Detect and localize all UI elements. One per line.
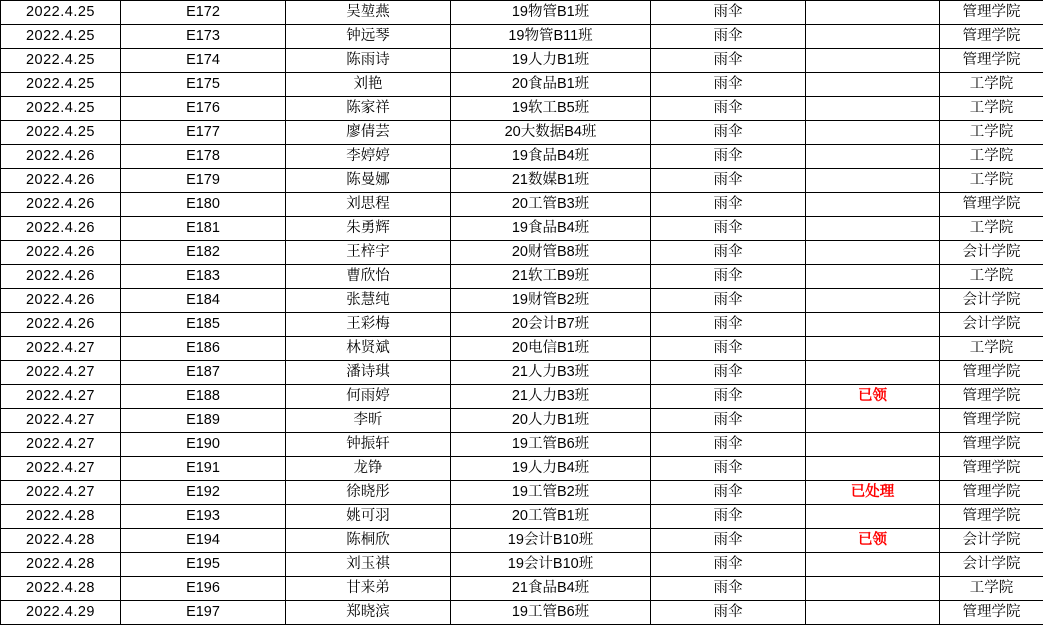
cell-name[interactable]: 陈雨诗 bbox=[286, 49, 451, 73]
cell-item[interactable]: 雨伞 bbox=[651, 1, 806, 25]
cell-class[interactable]: 20大数据B4班 bbox=[451, 121, 651, 145]
cell-item[interactable]: 雨伞 bbox=[651, 49, 806, 73]
table-row[interactable] bbox=[1, 553, 1043, 577]
cell-name[interactable]: 曹欣怡 bbox=[286, 265, 451, 289]
cell-date[interactable]: 2022.4.25 bbox=[1, 25, 121, 49]
cell-name[interactable]: 林贤斌 bbox=[286, 337, 451, 361]
cell-name[interactable]: 何雨婷 bbox=[286, 385, 451, 409]
cell-item[interactable]: 雨伞 bbox=[651, 577, 806, 601]
table-row[interactable] bbox=[1, 73, 1043, 97]
cell-code[interactable]: E188 bbox=[121, 385, 286, 409]
cell-college[interactable]: 管理学院 bbox=[940, 481, 1043, 505]
cell-code[interactable]: E176 bbox=[121, 97, 286, 121]
cell-name[interactable]: 廖倩芸 bbox=[286, 121, 451, 145]
cell-status[interactable] bbox=[806, 505, 940, 529]
cell-date[interactable]: 2022.4.27 bbox=[1, 457, 121, 481]
cell-class[interactable]: 19财管B2班 bbox=[451, 289, 651, 313]
cell-status[interactable] bbox=[806, 97, 940, 121]
cell-name[interactable]: 甘来弟 bbox=[286, 577, 451, 601]
cell-code[interactable]: E179 bbox=[121, 169, 286, 193]
cell-code[interactable]: E181 bbox=[121, 217, 286, 241]
table-row[interactable] bbox=[1, 337, 1043, 361]
cell-college[interactable]: 工学院 bbox=[940, 577, 1043, 601]
cell-code[interactable]: E185 bbox=[121, 313, 286, 337]
cell-date[interactable]: 2022.4.26 bbox=[1, 145, 121, 169]
cell-class[interactable]: 19会计B10班 bbox=[451, 529, 651, 553]
cell-date[interactable]: 2022.4.26 bbox=[1, 217, 121, 241]
table-row[interactable] bbox=[1, 1, 1043, 25]
table-row[interactable] bbox=[1, 265, 1043, 289]
table-row[interactable] bbox=[1, 433, 1043, 457]
cell-name[interactable]: 钟远琴 bbox=[286, 25, 451, 49]
cell-item[interactable]: 雨伞 bbox=[651, 193, 806, 217]
cell-college[interactable]: 管理学院 bbox=[940, 361, 1043, 385]
cell-code[interactable]: E175 bbox=[121, 73, 286, 97]
cell-item[interactable]: 雨伞 bbox=[651, 73, 806, 97]
cell-class[interactable]: 21人力B3班 bbox=[451, 385, 651, 409]
cell-item[interactable]: 雨伞 bbox=[651, 529, 806, 553]
table-row[interactable] bbox=[1, 601, 1043, 625]
cell-item[interactable]: 雨伞 bbox=[651, 481, 806, 505]
cell-item[interactable]: 雨伞 bbox=[651, 457, 806, 481]
cell-class[interactable]: 19会计B10班 bbox=[451, 553, 651, 577]
cell-date[interactable]: 2022.4.25 bbox=[1, 1, 121, 25]
cell-name[interactable]: 陈家祥 bbox=[286, 97, 451, 121]
cell-date[interactable]: 2022.4.27 bbox=[1, 409, 121, 433]
cell-date[interactable]: 2022.4.27 bbox=[1, 481, 121, 505]
cell-college[interactable]: 工学院 bbox=[940, 97, 1043, 121]
cell-status[interactable] bbox=[806, 145, 940, 169]
cell-date[interactable]: 2022.4.28 bbox=[1, 529, 121, 553]
cell-name[interactable]: 李昕 bbox=[286, 409, 451, 433]
cell-college[interactable]: 管理学院 bbox=[940, 457, 1043, 481]
cell-status[interactable] bbox=[806, 49, 940, 73]
cell-date[interactable]: 2022.4.29 bbox=[1, 601, 121, 625]
cell-college[interactable]: 管理学院 bbox=[940, 25, 1043, 49]
cell-status[interactable] bbox=[806, 169, 940, 193]
cell-code[interactable]: E194 bbox=[121, 529, 286, 553]
table-row[interactable] bbox=[1, 481, 1043, 505]
cell-date[interactable]: 2022.4.28 bbox=[1, 553, 121, 577]
cell-item[interactable]: 雨伞 bbox=[651, 241, 806, 265]
cell-item[interactable]: 雨伞 bbox=[651, 121, 806, 145]
cell-college[interactable]: 工学院 bbox=[940, 337, 1043, 361]
cell-status[interactable] bbox=[806, 25, 940, 49]
cell-name[interactable]: 姚可羽 bbox=[286, 505, 451, 529]
cell-item[interactable]: 雨伞 bbox=[651, 313, 806, 337]
column-divider-4 bbox=[650, 613, 651, 625]
cell-status[interactable] bbox=[806, 577, 940, 601]
cell-item[interactable]: 雨伞 bbox=[651, 409, 806, 433]
cell-status[interactable]: 已处理 bbox=[806, 481, 940, 505]
cell-name[interactable]: 李婷婷 bbox=[286, 145, 451, 169]
table-row[interactable] bbox=[1, 145, 1043, 169]
cell-name[interactable]: 刘思程 bbox=[286, 193, 451, 217]
cell-college[interactable]: 管理学院 bbox=[940, 1, 1043, 25]
cell-code[interactable]: E174 bbox=[121, 49, 286, 73]
cell-name[interactable]: 刘玉祺 bbox=[286, 553, 451, 577]
cell-status[interactable] bbox=[806, 121, 940, 145]
cell-college[interactable]: 管理学院 bbox=[940, 385, 1043, 409]
cell-class[interactable]: 21人力B3班 bbox=[451, 361, 651, 385]
cell-date[interactable]: 2022.4.25 bbox=[1, 49, 121, 73]
cell-code[interactable]: E173 bbox=[121, 25, 286, 49]
cell-code[interactable]: E189 bbox=[121, 409, 286, 433]
cell-status[interactable] bbox=[806, 193, 940, 217]
cell-college[interactable]: 管理学院 bbox=[940, 433, 1043, 457]
cell-code[interactable]: E184 bbox=[121, 289, 286, 313]
table-row[interactable] bbox=[1, 385, 1043, 409]
cell-item[interactable]: 雨伞 bbox=[651, 385, 806, 409]
cell-name[interactable]: 徐晓彤 bbox=[286, 481, 451, 505]
cell-code[interactable]: E192 bbox=[121, 481, 286, 505]
table-row[interactable] bbox=[1, 505, 1043, 529]
cell-class[interactable]: 21数媒B1班 bbox=[451, 169, 651, 193]
cell-college[interactable]: 会计学院 bbox=[940, 289, 1043, 313]
cell-item[interactable]: 雨伞 bbox=[651, 145, 806, 169]
cell-code[interactable]: E172 bbox=[121, 1, 286, 25]
cell-code[interactable]: E196 bbox=[121, 577, 286, 601]
cell-date[interactable]: 2022.4.25 bbox=[1, 73, 121, 97]
cell-class[interactable]: 20食品B1班 bbox=[451, 73, 651, 97]
cell-code[interactable]: E187 bbox=[121, 361, 286, 385]
cell-status[interactable] bbox=[806, 73, 940, 97]
cell-name[interactable]: 陈桐欣 bbox=[286, 529, 451, 553]
column-divider-6 bbox=[939, 613, 940, 625]
table-row[interactable] bbox=[1, 217, 1043, 241]
cell-name[interactable]: 张慧纯 bbox=[286, 289, 451, 313]
cell-status[interactable] bbox=[806, 457, 940, 481]
cell-item[interactable]: 雨伞 bbox=[651, 217, 806, 241]
cell-class[interactable]: 20工管B3班 bbox=[451, 193, 651, 217]
cell-status[interactable] bbox=[806, 1, 940, 25]
cell-status[interactable]: 已领 bbox=[806, 529, 940, 553]
cell-date[interactable]: 2022.4.25 bbox=[1, 97, 121, 121]
cell-status[interactable] bbox=[806, 241, 940, 265]
cell-item[interactable]: 雨伞 bbox=[651, 25, 806, 49]
table-row[interactable] bbox=[1, 169, 1043, 193]
cell-class[interactable]: 19食品B4班 bbox=[451, 145, 651, 169]
cell-code[interactable]: E183 bbox=[121, 265, 286, 289]
cell-college[interactable]: 工学院 bbox=[940, 73, 1043, 97]
column-divider-5 bbox=[805, 613, 806, 625]
cell-code[interactable]: E186 bbox=[121, 337, 286, 361]
table-row[interactable] bbox=[1, 577, 1043, 601]
cell-date[interactable]: 2022.4.28 bbox=[1, 505, 121, 529]
table-row[interactable] bbox=[1, 409, 1043, 433]
cell-college[interactable]: 会计学院 bbox=[940, 241, 1043, 265]
cell-name[interactable]: 钟振轩 bbox=[286, 433, 451, 457]
table-row[interactable] bbox=[1, 289, 1043, 313]
cell-code[interactable]: E195 bbox=[121, 553, 286, 577]
cell-college[interactable]: 管理学院 bbox=[940, 505, 1043, 529]
cell-date[interactable]: 2022.4.26 bbox=[1, 313, 121, 337]
table-row[interactable] bbox=[1, 313, 1043, 337]
cell-class[interactable]: 20财管B8班 bbox=[451, 241, 651, 265]
cell-name[interactable]: 吴堃燕 bbox=[286, 1, 451, 25]
cell-status[interactable] bbox=[806, 433, 940, 457]
cell-status[interactable] bbox=[806, 361, 940, 385]
cell-code[interactable]: E180 bbox=[121, 193, 286, 217]
cell-class[interactable]: 21软工B9班 bbox=[451, 265, 651, 289]
cell-college[interactable]: 工学院 bbox=[940, 169, 1043, 193]
cell-date[interactable]: 2022.4.27 bbox=[1, 385, 121, 409]
cell-item[interactable]: 雨伞 bbox=[651, 601, 806, 625]
cell-item[interactable]: 雨伞 bbox=[651, 553, 806, 577]
cell-class[interactable]: 19工管B6班 bbox=[451, 433, 651, 457]
cell-item[interactable]: 雨伞 bbox=[651, 433, 806, 457]
cell-item[interactable]: 雨伞 bbox=[651, 169, 806, 193]
cell-college[interactable]: 管理学院 bbox=[940, 601, 1043, 625]
cell-class[interactable]: 19工管B6班 bbox=[451, 601, 651, 625]
column-divider-3 bbox=[450, 613, 451, 625]
cell-college[interactable]: 工学院 bbox=[940, 265, 1043, 289]
cell-item[interactable]: 雨伞 bbox=[651, 265, 806, 289]
cell-item[interactable]: 雨伞 bbox=[651, 505, 806, 529]
cell-class[interactable]: 20人力B1班 bbox=[451, 409, 651, 433]
cell-date[interactable]: 2022.4.26 bbox=[1, 265, 121, 289]
cell-date[interactable]: 2022.4.27 bbox=[1, 337, 121, 361]
cell-item[interactable]: 雨伞 bbox=[651, 97, 806, 121]
column-divider-2 bbox=[285, 613, 286, 625]
table-row[interactable] bbox=[1, 361, 1043, 385]
cell-code[interactable]: E197 bbox=[121, 601, 286, 625]
table-row[interactable] bbox=[1, 49, 1043, 73]
cell-status[interactable] bbox=[806, 265, 940, 289]
cell-college[interactable]: 管理学院 bbox=[940, 409, 1043, 433]
cell-college[interactable]: 工学院 bbox=[940, 121, 1043, 145]
cell-class[interactable]: 19食品B4班 bbox=[451, 217, 651, 241]
column-divider-1 bbox=[120, 613, 121, 625]
cell-status[interactable] bbox=[806, 289, 940, 313]
cell-college[interactable]: 会计学院 bbox=[940, 529, 1043, 553]
cell-name[interactable]: 朱勇辉 bbox=[286, 217, 451, 241]
cell-code[interactable]: E178 bbox=[121, 145, 286, 169]
cell-code[interactable]: E182 bbox=[121, 241, 286, 265]
cell-status[interactable] bbox=[806, 313, 940, 337]
cell-item[interactable]: 雨伞 bbox=[651, 337, 806, 361]
cell-status[interactable] bbox=[806, 337, 940, 361]
cell-name[interactable]: 龙铮 bbox=[286, 457, 451, 481]
table-row[interactable] bbox=[1, 457, 1043, 481]
cell-college[interactable]: 管理学院 bbox=[940, 193, 1043, 217]
cell-class[interactable]: 19工管B2班 bbox=[451, 481, 651, 505]
cell-code[interactable]: E177 bbox=[121, 121, 286, 145]
cell-class[interactable]: 19人力B4班 bbox=[451, 457, 651, 481]
cell-status[interactable]: 已领 bbox=[806, 385, 940, 409]
table-row[interactable] bbox=[1, 241, 1043, 265]
cell-class[interactable]: 19人力B1班 bbox=[451, 49, 651, 73]
cell-date[interactable]: 2022.4.27 bbox=[1, 433, 121, 457]
cell-college[interactable]: 管理学院 bbox=[940, 49, 1043, 73]
cell-name[interactable]: 郑晓滨 bbox=[286, 601, 451, 625]
cell-college[interactable]: 会计学院 bbox=[940, 553, 1043, 577]
cell-status[interactable] bbox=[806, 553, 940, 577]
table-row[interactable] bbox=[1, 193, 1043, 217]
cell-code[interactable]: E193 bbox=[121, 505, 286, 529]
cell-college[interactable]: 会计学院 bbox=[940, 313, 1043, 337]
cell-class[interactable]: 20工管B1班 bbox=[451, 505, 651, 529]
cell-class[interactable]: 19物管B11班 bbox=[451, 25, 651, 49]
cell-date[interactable]: 2022.4.27 bbox=[1, 361, 121, 385]
cell-name[interactable]: 王彩梅 bbox=[286, 313, 451, 337]
cell-status[interactable] bbox=[806, 217, 940, 241]
cell-class[interactable]: 21食品B4班 bbox=[451, 577, 651, 601]
cell-class[interactable]: 19物管B1班 bbox=[451, 1, 651, 25]
cell-class[interactable]: 19软工B5班 bbox=[451, 97, 651, 121]
table-row[interactable] bbox=[1, 529, 1043, 553]
cell-date[interactable]: 2022.4.28 bbox=[1, 577, 121, 601]
cell-status[interactable] bbox=[806, 601, 940, 625]
cell-name[interactable]: 潘诗琪 bbox=[286, 361, 451, 385]
table-row[interactable] bbox=[1, 121, 1043, 145]
cell-date[interactable]: 2022.4.26 bbox=[1, 193, 121, 217]
table-body bbox=[1, 1, 1043, 625]
cell-date[interactable]: 2022.4.26 bbox=[1, 169, 121, 193]
cell-date[interactable]: 2022.4.26 bbox=[1, 241, 121, 265]
cell-class[interactable]: 20会计B7班 bbox=[451, 313, 651, 337]
cell-class[interactable]: 20电信B1班 bbox=[451, 337, 651, 361]
cell-college[interactable]: 工学院 bbox=[940, 145, 1043, 169]
cell-item[interactable]: 雨伞 bbox=[651, 361, 806, 385]
cell-item[interactable]: 雨伞 bbox=[651, 289, 806, 313]
cell-college[interactable]: 工学院 bbox=[940, 217, 1043, 241]
table-row[interactable] bbox=[1, 97, 1043, 121]
cell-code[interactable]: E190 bbox=[121, 433, 286, 457]
cell-date[interactable]: 2022.4.25 bbox=[1, 121, 121, 145]
table-row[interactable] bbox=[1, 25, 1043, 49]
cell-name[interactable]: 陈曼娜 bbox=[286, 169, 451, 193]
cell-date[interactable]: 2022.4.26 bbox=[1, 289, 121, 313]
cell-status[interactable] bbox=[806, 409, 940, 433]
cell-name[interactable]: 王梓宇 bbox=[286, 241, 451, 265]
cell-name[interactable]: 刘艳 bbox=[286, 73, 451, 97]
cell-code[interactable]: E191 bbox=[121, 457, 286, 481]
